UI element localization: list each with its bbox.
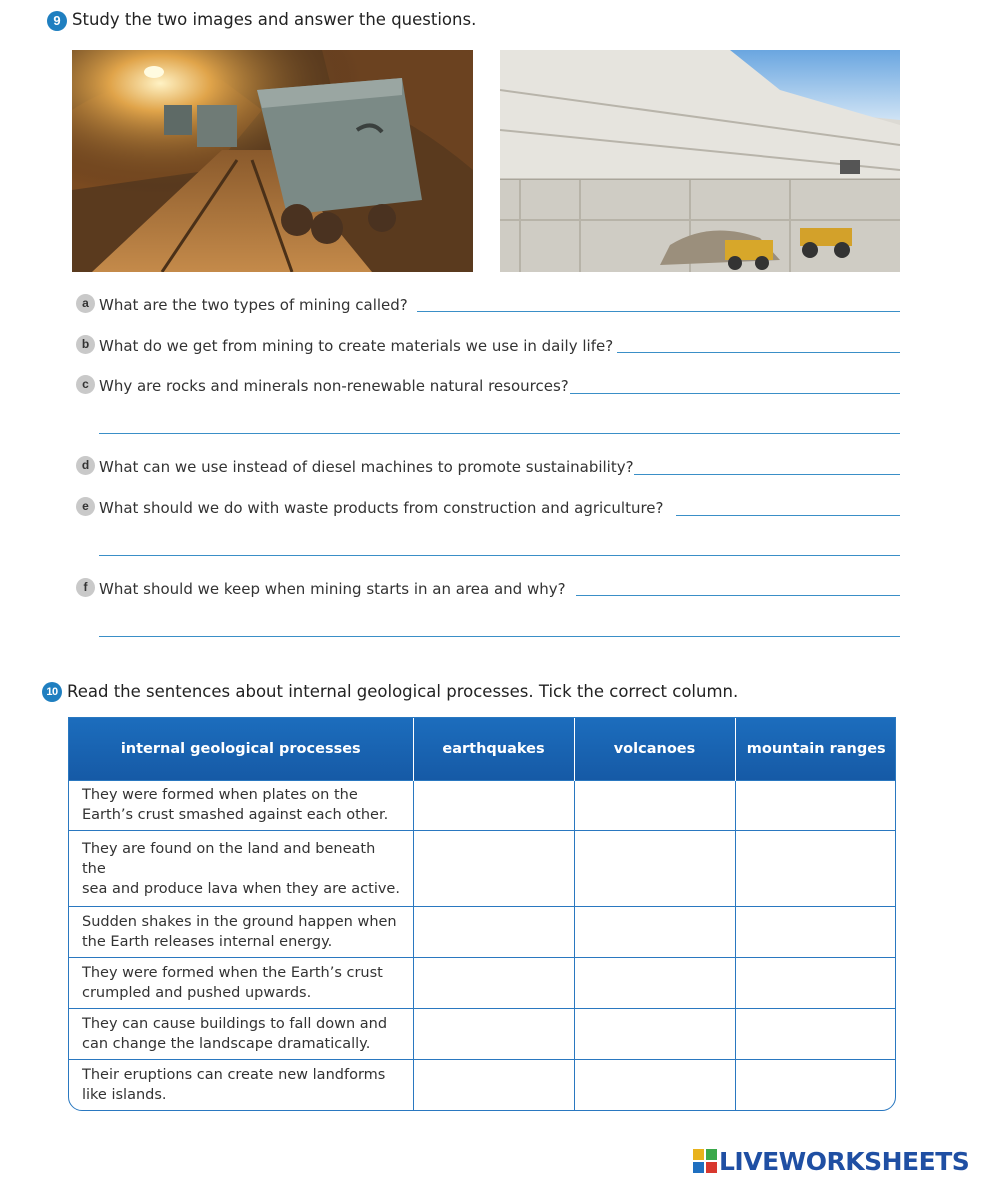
mine-photo [72, 50, 473, 272]
sentence-line: They were formed when plates on the [82, 787, 358, 804]
tick-cell-volcanoes[interactable] [574, 1060, 735, 1110]
tick-cell-earthquakes[interactable] [413, 907, 574, 958]
sentence-line: They can cause buildings to fall down and [82, 1016, 388, 1033]
sentence-cell [69, 1060, 413, 1110]
table-row [69, 831, 896, 907]
answer-d-input[interactable] [634, 455, 900, 475]
sentence-cell [69, 780, 413, 831]
tick-cell-mountain-ranges[interactable] [735, 780, 896, 831]
sentence-line: Earth’s crust smashed against each other. [82, 807, 389, 824]
quarry-photo [500, 50, 900, 272]
exercise-10-number: 10 [42, 682, 62, 702]
tick-cell-mountain-ranges[interactable] [735, 1009, 896, 1060]
tick-cell-volcanoes[interactable] [574, 958, 735, 1009]
tick-cell-earthquakes[interactable] [413, 1060, 574, 1110]
sentence-line: sea and produce lava when they are active. [82, 880, 400, 897]
processes-table [68, 717, 896, 1111]
tick-cell-earthquakes[interactable] [413, 831, 574, 907]
question-a-text: What are the two types of mining called? [99, 296, 408, 314]
question-b-text: What do we get from mining to create materials we use in daily life? [99, 337, 614, 355]
answer-f-input-line2[interactable] [99, 617, 900, 637]
tick-cell-mountain-ranges[interactable] [735, 958, 896, 1009]
sentence-line: Sudden shakes in the ground happen when [82, 914, 397, 931]
exercise-9-title: Study the two images and answer the questions. [72, 10, 477, 29]
question-e-text: What should we do with waste products from construction and agriculture? [99, 499, 664, 517]
question-d-text: What can we use instead of diesel machines to promote sustainability? [99, 458, 634, 476]
question-f-text: What should we keep when mining starts in an area and why? [99, 580, 566, 598]
question-f-letter: f [76, 578, 95, 597]
sentence-line: crumpled and pushed upwards. [82, 985, 312, 1002]
tick-cell-volcanoes[interactable] [574, 907, 735, 958]
question-c-text: Why are rocks and minerals non-renewable natural resources? [99, 377, 569, 395]
table-row [69, 1009, 896, 1060]
answer-c-input[interactable] [570, 374, 900, 394]
table-row [69, 780, 896, 831]
tick-cell-earthquakes[interactable] [413, 1009, 574, 1060]
table-row [69, 958, 896, 1009]
header-volcanoes: volcanoes [574, 718, 735, 780]
tick-cell-earthquakes[interactable] [413, 958, 574, 1009]
tick-cell-mountain-ranges[interactable] [735, 907, 896, 958]
tick-cell-mountain-ranges[interactable] [735, 831, 896, 907]
answer-a-input[interactable] [417, 292, 900, 312]
liveworksheets-logo-icon [693, 1149, 717, 1173]
table-row [69, 907, 896, 958]
sentence-line: like islands. [82, 1087, 167, 1104]
question-c-letter: c [76, 375, 95, 394]
question-b-letter: b [76, 335, 95, 354]
sentence-line: Their eruptions can create new landforms [82, 1067, 386, 1084]
question-d-letter: d [76, 456, 95, 475]
tick-cell-volcanoes[interactable] [574, 1009, 735, 1060]
question-a-letter: a [76, 294, 95, 313]
table-header-row [69, 718, 896, 780]
tick-cell-volcanoes[interactable] [574, 780, 735, 831]
exercise-9-number: 9 [47, 11, 67, 31]
exercise-10-title: Read the sentences about internal geological processes. Tick the correct column. [67, 682, 739, 701]
sentence-cell [69, 907, 413, 958]
answer-e-input[interactable] [676, 496, 900, 516]
tick-cell-earthquakes[interactable] [413, 780, 574, 831]
answer-c-input-line2[interactable] [99, 414, 900, 434]
sentence-cell [69, 958, 413, 1009]
answer-b-input[interactable] [617, 333, 900, 353]
liveworksheets-branding[interactable] [693, 1146, 969, 1176]
sentence-line: They are found on the land and beneath the [82, 840, 376, 877]
header-earthquakes: earthquakes [413, 718, 574, 780]
sentence-line: can change the landscape dramatically. [82, 1036, 371, 1053]
question-e-letter: e [76, 497, 95, 516]
tick-cell-mountain-ranges[interactable] [735, 1060, 896, 1110]
header-processes: internal geological processes [69, 718, 413, 780]
header-mountain-ranges: mountain ranges [735, 718, 896, 780]
table-row [69, 1060, 896, 1110]
sentence-line: the Earth releases internal energy. [82, 934, 333, 951]
sentence-cell [69, 831, 413, 907]
sentence-cell [69, 1009, 413, 1060]
sentence-line: They were formed when the Earth’s crust [82, 965, 383, 982]
answer-f-input[interactable] [576, 576, 900, 596]
answer-e-input-line2[interactable] [99, 536, 900, 556]
liveworksheets-wordmark: LIVEWORKSHEETS [719, 1146, 970, 1176]
tick-cell-volcanoes[interactable] [574, 831, 735, 907]
